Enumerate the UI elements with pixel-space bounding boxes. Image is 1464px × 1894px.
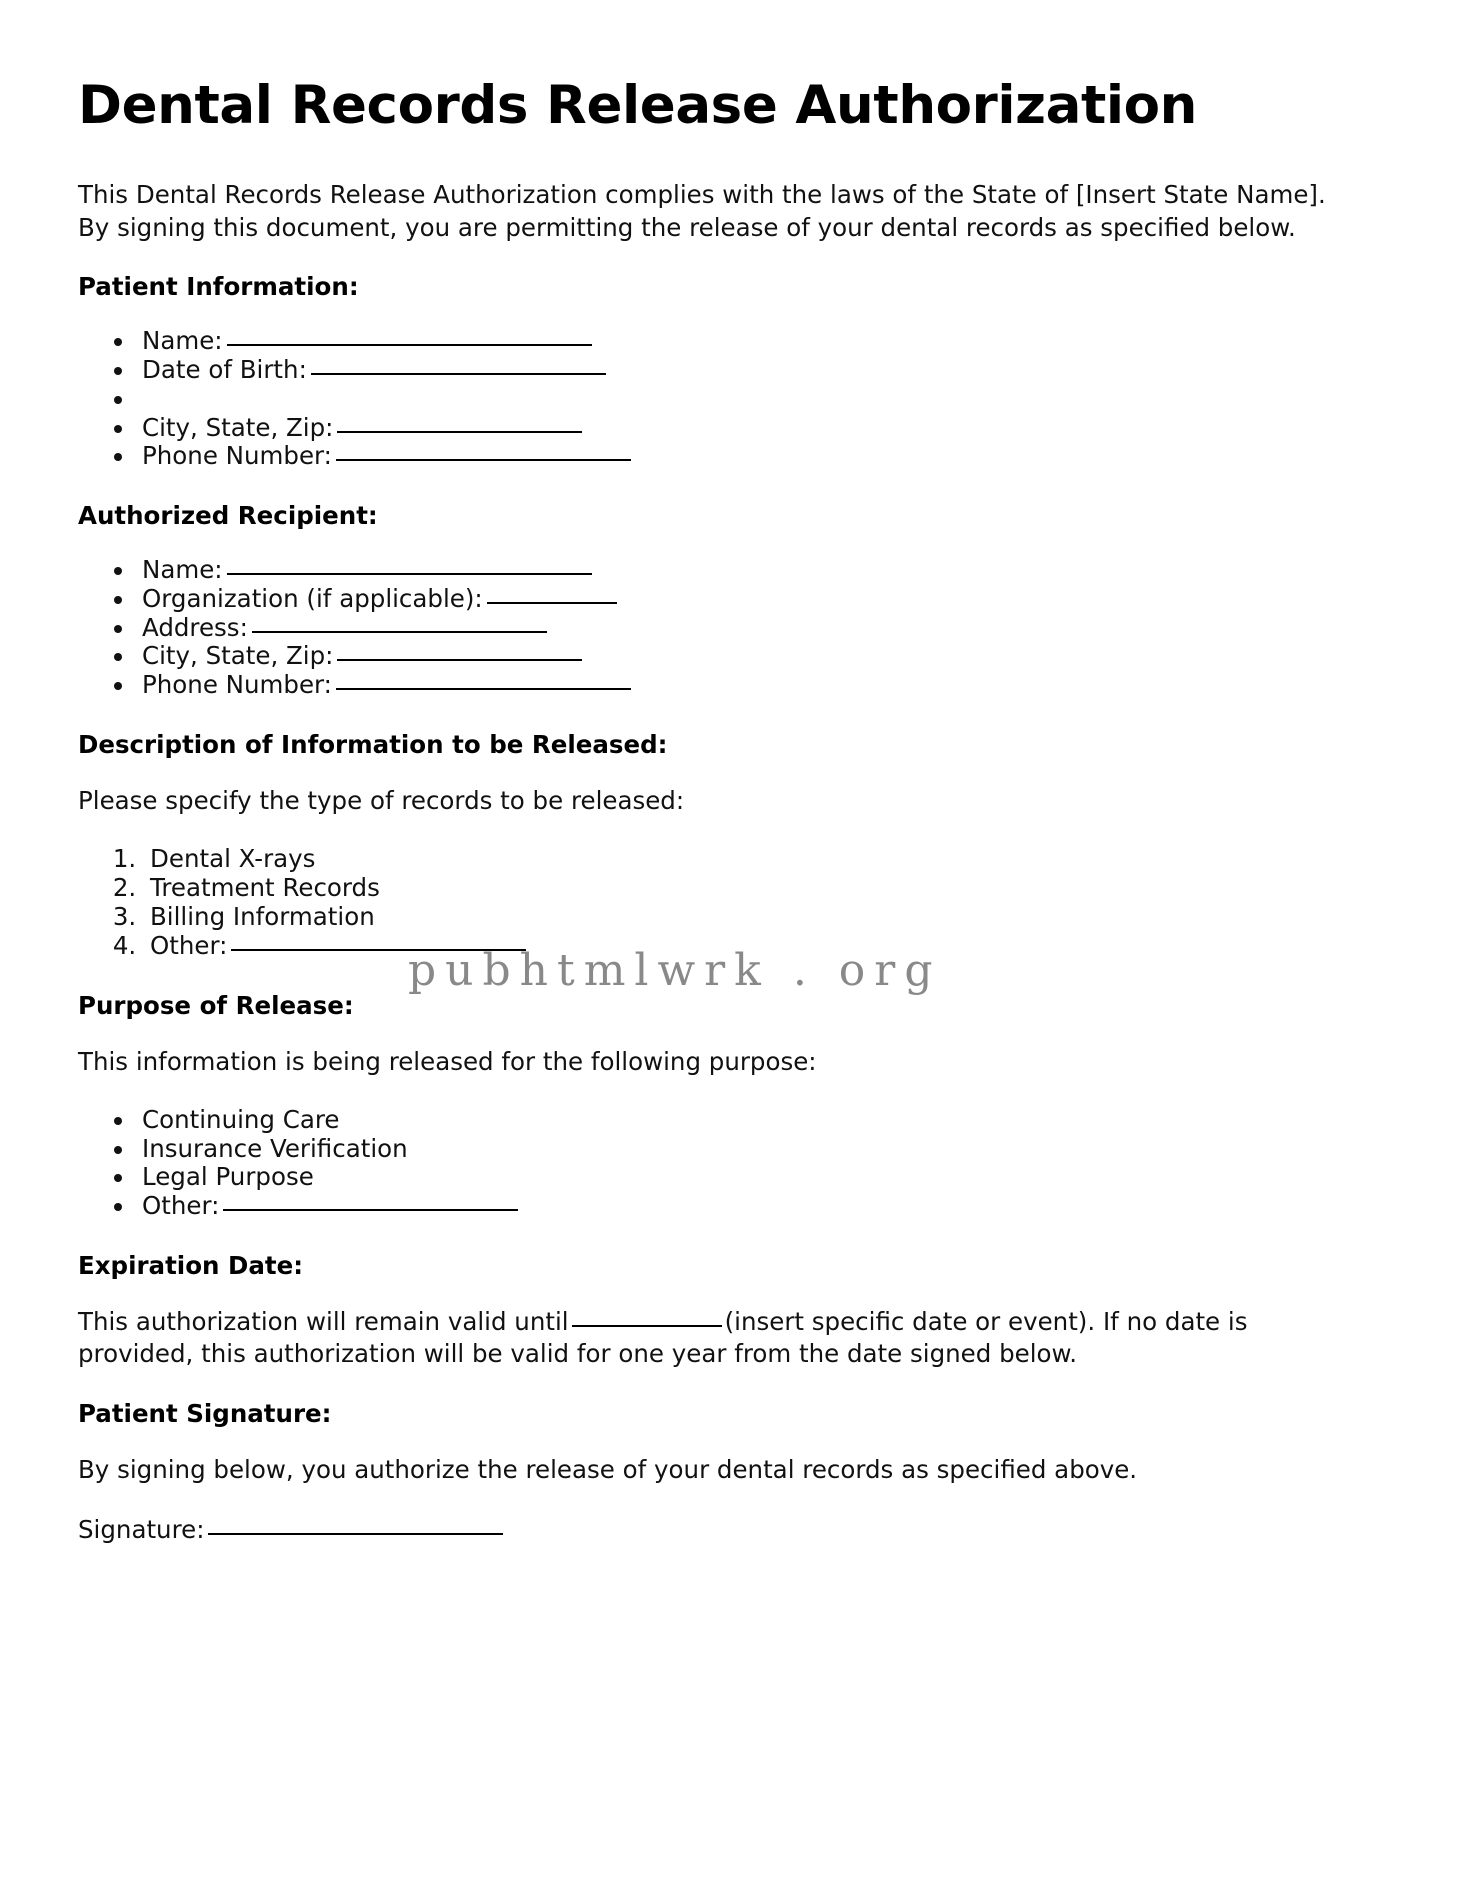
list-item-insurance-verification [136,1135,1368,1164]
purpose-intro-paragraph: This information is being released for the following purpose: [78,1046,817,1076]
field-patient-empty [136,385,1368,414]
blank-line[interactable] [223,1209,518,1211]
section-heading-authorized-recipient: Authorized Recipient: [78,501,378,531]
expiration-text-after: (insert specific date or event). If no date is provided, this authorization will be valid for one year from the date signed below. [78,1306,1248,1369]
section-heading-purpose-of-release: Purpose of Release: [78,990,354,1020]
signature-line-row [78,1514,1368,1546]
blank-line[interactable] [487,602,617,604]
field-recipient-phone [136,671,1368,700]
blank-line[interactable] [231,949,526,951]
field-recipient-city-state-zip [136,642,1368,671]
item-label: Insurance Verification [142,1133,408,1163]
watermark: pubhtmlwrk . org [408,945,942,996]
list-item-other [144,932,1368,961]
section-heading-description-of-information: Description of Information to be Released: [78,730,668,760]
description-items-list [78,845,1368,960]
field-patient-phone [136,442,1368,471]
list-item-legal-purpose [136,1163,1368,1192]
item-label: Dental X-rays [150,844,316,874]
list-item-continuing-care [136,1106,1368,1135]
list-item-treatment-records [144,874,1368,903]
blank-line[interactable] [336,688,631,690]
blank-line[interactable] [337,659,582,661]
description-intro-paragraph: Please specify the type of records to be released: [78,786,685,816]
section-heading-patient-information: Patient Information: [78,272,359,302]
field-patient-name [136,327,1368,356]
intro-paragraph: This Dental Records Release Authorization complies with the laws of the State of [Insert State Name]. By signing this document, you are permitting the release of your dental records as specified below. [78,180,1326,242]
blank-line[interactable] [311,373,606,375]
field-recipient-address [136,614,1368,643]
item-label: Treatment Records [150,873,380,903]
field-patient-city-state-zip [136,414,1368,443]
patient-information-field-list [78,327,1368,471]
item-label: Billing Information [150,901,375,931]
blank-line-expiration[interactable] [572,1325,722,1327]
field-patient-dob [136,356,1368,385]
blank-line[interactable] [337,431,582,433]
signature-paragraph: By signing below, you authorize the release of your dental records as specified above. [78,1454,1138,1484]
field-recipient-name [136,556,1368,585]
list-item-dental-xrays [144,845,1368,874]
section-heading-expiration-date: Expiration Date: [78,1250,303,1280]
list-item-other [136,1192,1368,1221]
blank-line-signature[interactable] [208,1533,503,1535]
field-label: City, State, Zip: [142,412,334,442]
item-label: Other: [150,930,228,960]
field-label: Address: [142,612,248,642]
field-label: Name: [142,326,223,356]
field-label: Name: [142,555,223,585]
signature-label: Signature: [78,1514,205,1544]
blank-line[interactable] [252,631,547,633]
blank-line[interactable] [227,344,592,346]
field-label: Phone Number: [142,670,332,700]
expiration-paragraph [78,1306,1348,1371]
blank-line[interactable] [336,459,631,461]
field-label: Phone Number: [142,441,332,471]
field-recipient-organization [136,585,1368,614]
item-label: Legal Purpose [142,1162,314,1192]
item-label: Continuing Care [142,1104,340,1134]
authorized-recipient-field-list [78,556,1368,700]
purpose-items-list [78,1106,1368,1221]
section-heading-patient-signature: Patient Signature: [78,1398,332,1428]
document-content [78,76,1368,1546]
expiration-text-before: This authorization will remain valid until [78,1306,569,1336]
field-label: Organization (if applicable): [142,583,483,613]
field-label: City, State, Zip: [142,641,334,671]
item-label: Other: [142,1191,220,1221]
list-item-billing-information [144,903,1368,932]
blank-line[interactable] [227,573,592,575]
field-label: Date of Birth: [142,354,307,384]
page-title: Dental Records Release Authorization [78,75,1198,136]
